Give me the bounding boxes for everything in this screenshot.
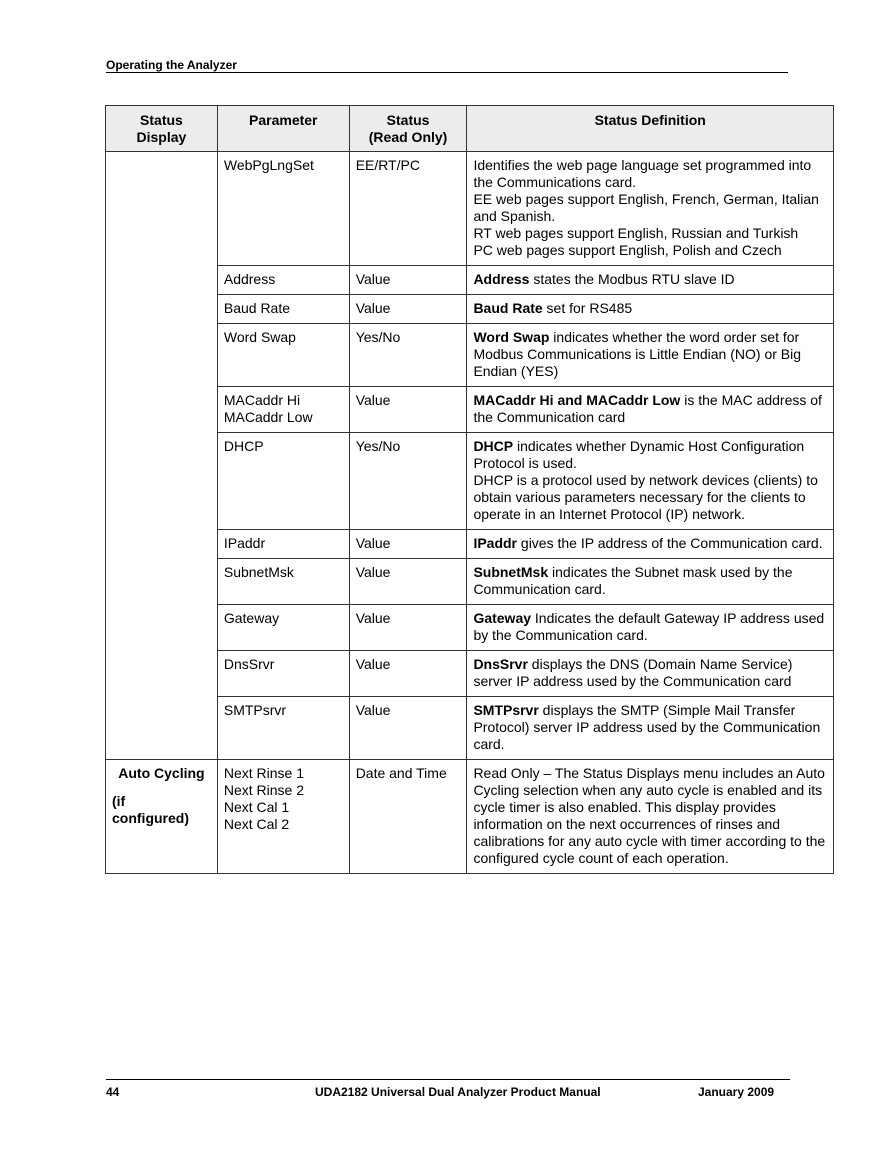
- status-cell: Value: [349, 559, 467, 605]
- definition-term: SMTPsrvr: [473, 702, 539, 718]
- definition-cell: Gateway Indicates the default Gateway IP address used by the Communication card.: [467, 605, 834, 651]
- status-cell: Yes/No: [349, 324, 467, 387]
- parameter-cell: Word Swap: [217, 324, 349, 387]
- parameter-cell: DHCP: [217, 433, 349, 530]
- parameter-cell: Address: [217, 266, 349, 295]
- parameter-cell: SubnetMsk: [217, 559, 349, 605]
- parameter-cell: IPaddr: [217, 530, 349, 559]
- auto-cycling-row: [106, 760, 834, 874]
- definition-cell: DHCP indicates whether Dynamic Host Configuration Protocol is used. DHCP is a protocol used by network devices (clients) to obtain various parameters necessary for the clients to operate in an Internet Protocol (IP) network.: [467, 433, 834, 530]
- definition-cell: MACaddr Hi and MACaddr Low is the MAC address of the Communication card: [467, 387, 834, 433]
- status-cell: Value: [349, 295, 467, 324]
- parameter-cell: SMTPsrvr: [217, 697, 349, 760]
- auto-cycling-status: Date and Time: [349, 760, 467, 874]
- definition-term: DnsSrvr: [473, 656, 528, 672]
- definition-term: DHCP: [473, 438, 514, 454]
- header-parameter: Parameter: [217, 106, 349, 152]
- definition-term: SubnetMsk: [473, 564, 549, 580]
- header-status-display: Status Display: [106, 106, 218, 152]
- status-cell: Value: [349, 605, 467, 651]
- header-status: Status (Read Only): [349, 106, 467, 152]
- status-cell: Value: [349, 387, 467, 433]
- page-footer: [106, 1079, 790, 1099]
- status-cell: EE/RT/PC: [349, 152, 467, 266]
- manual-title: UDA2182 Universal Dual Analyzer Product Manual: [315, 1085, 601, 1099]
- definition-cell: Identifies the web page language set programmed into the Communications card. EE web pages support English, French, German, Italian and Spanish. RT web pages support English, Russian and Turkish PC web pages support English, Polish and Czech: [467, 152, 834, 266]
- page-header: [106, 58, 788, 73]
- definition-cell: SMTPsrvr displays the SMTP (Simple Mail Transfer Protocol) server IP address used by the Communication card.: [467, 697, 834, 760]
- definition-term: IPaddr: [473, 535, 518, 551]
- table-header-row: [106, 106, 834, 152]
- parameter-cell: MACaddr Hi MACaddr Low: [217, 387, 349, 433]
- auto-cycling-parameter: Next Rinse 1 Next Rinse 2 Next Cal 1 Next Cal 2: [217, 760, 349, 874]
- definition-term: Word Swap: [473, 329, 550, 345]
- definition-cell: DnsSrvr displays the DNS (Domain Name Service) server IP address used by the Communication card: [467, 651, 834, 697]
- status-cell: Yes/No: [349, 433, 467, 530]
- parameter-cell: WebPgLngSet: [217, 152, 349, 266]
- status-cell: Value: [349, 266, 467, 295]
- definition-term: MACaddr Hi and MACaddr Low: [473, 392, 681, 408]
- definition-term: Address: [473, 271, 530, 287]
- definition-term: Gateway: [473, 610, 532, 626]
- status-cell: Value: [349, 651, 467, 697]
- page-number: 44: [106, 1085, 120, 1099]
- auto-cycling-status-display: Auto Cycling (if configured): [106, 760, 218, 874]
- definition-cell: Address states the Modbus RTU slave ID: [467, 266, 834, 295]
- definition-term: Baud Rate: [473, 300, 543, 316]
- definition-cell: Baud Rate set for RS485: [467, 295, 834, 324]
- status-cell: Value: [349, 530, 467, 559]
- parameter-cell: DnsSrvr: [217, 651, 349, 697]
- status-display-cell: [106, 152, 218, 760]
- parameter-cell: Gateway: [217, 605, 349, 651]
- header-status-definition: Status Definition: [467, 106, 834, 152]
- section-title: Operating the Analyzer: [106, 58, 237, 72]
- auto-cycling-definition: Read Only – The Status Displays menu includes an Auto Cycling selection when any auto cycle is enabled and its cycle timer is also enabled. This display provides information on the next occurrences of rinses and calibrations for any auto cycle with timer according to the configured cycle count of each operation.: [467, 760, 834, 874]
- definition-cell: SubnetMsk indicates the Subnet mask used by the Communication card.: [467, 559, 834, 605]
- status-cell: Value: [349, 697, 467, 760]
- table-row: [106, 152, 834, 266]
- definition-cell: Word Swap indicates whether the word order set for Modbus Communications is Little Endian (NO) or Big Endian (YES): [467, 324, 834, 387]
- publication-date: January 2009: [698, 1085, 775, 1099]
- parameter-cell: Baud Rate: [217, 295, 349, 324]
- status-parameter-table: [105, 105, 834, 874]
- definition-cell: IPaddr gives the IP address of the Communication card.: [467, 530, 834, 559]
